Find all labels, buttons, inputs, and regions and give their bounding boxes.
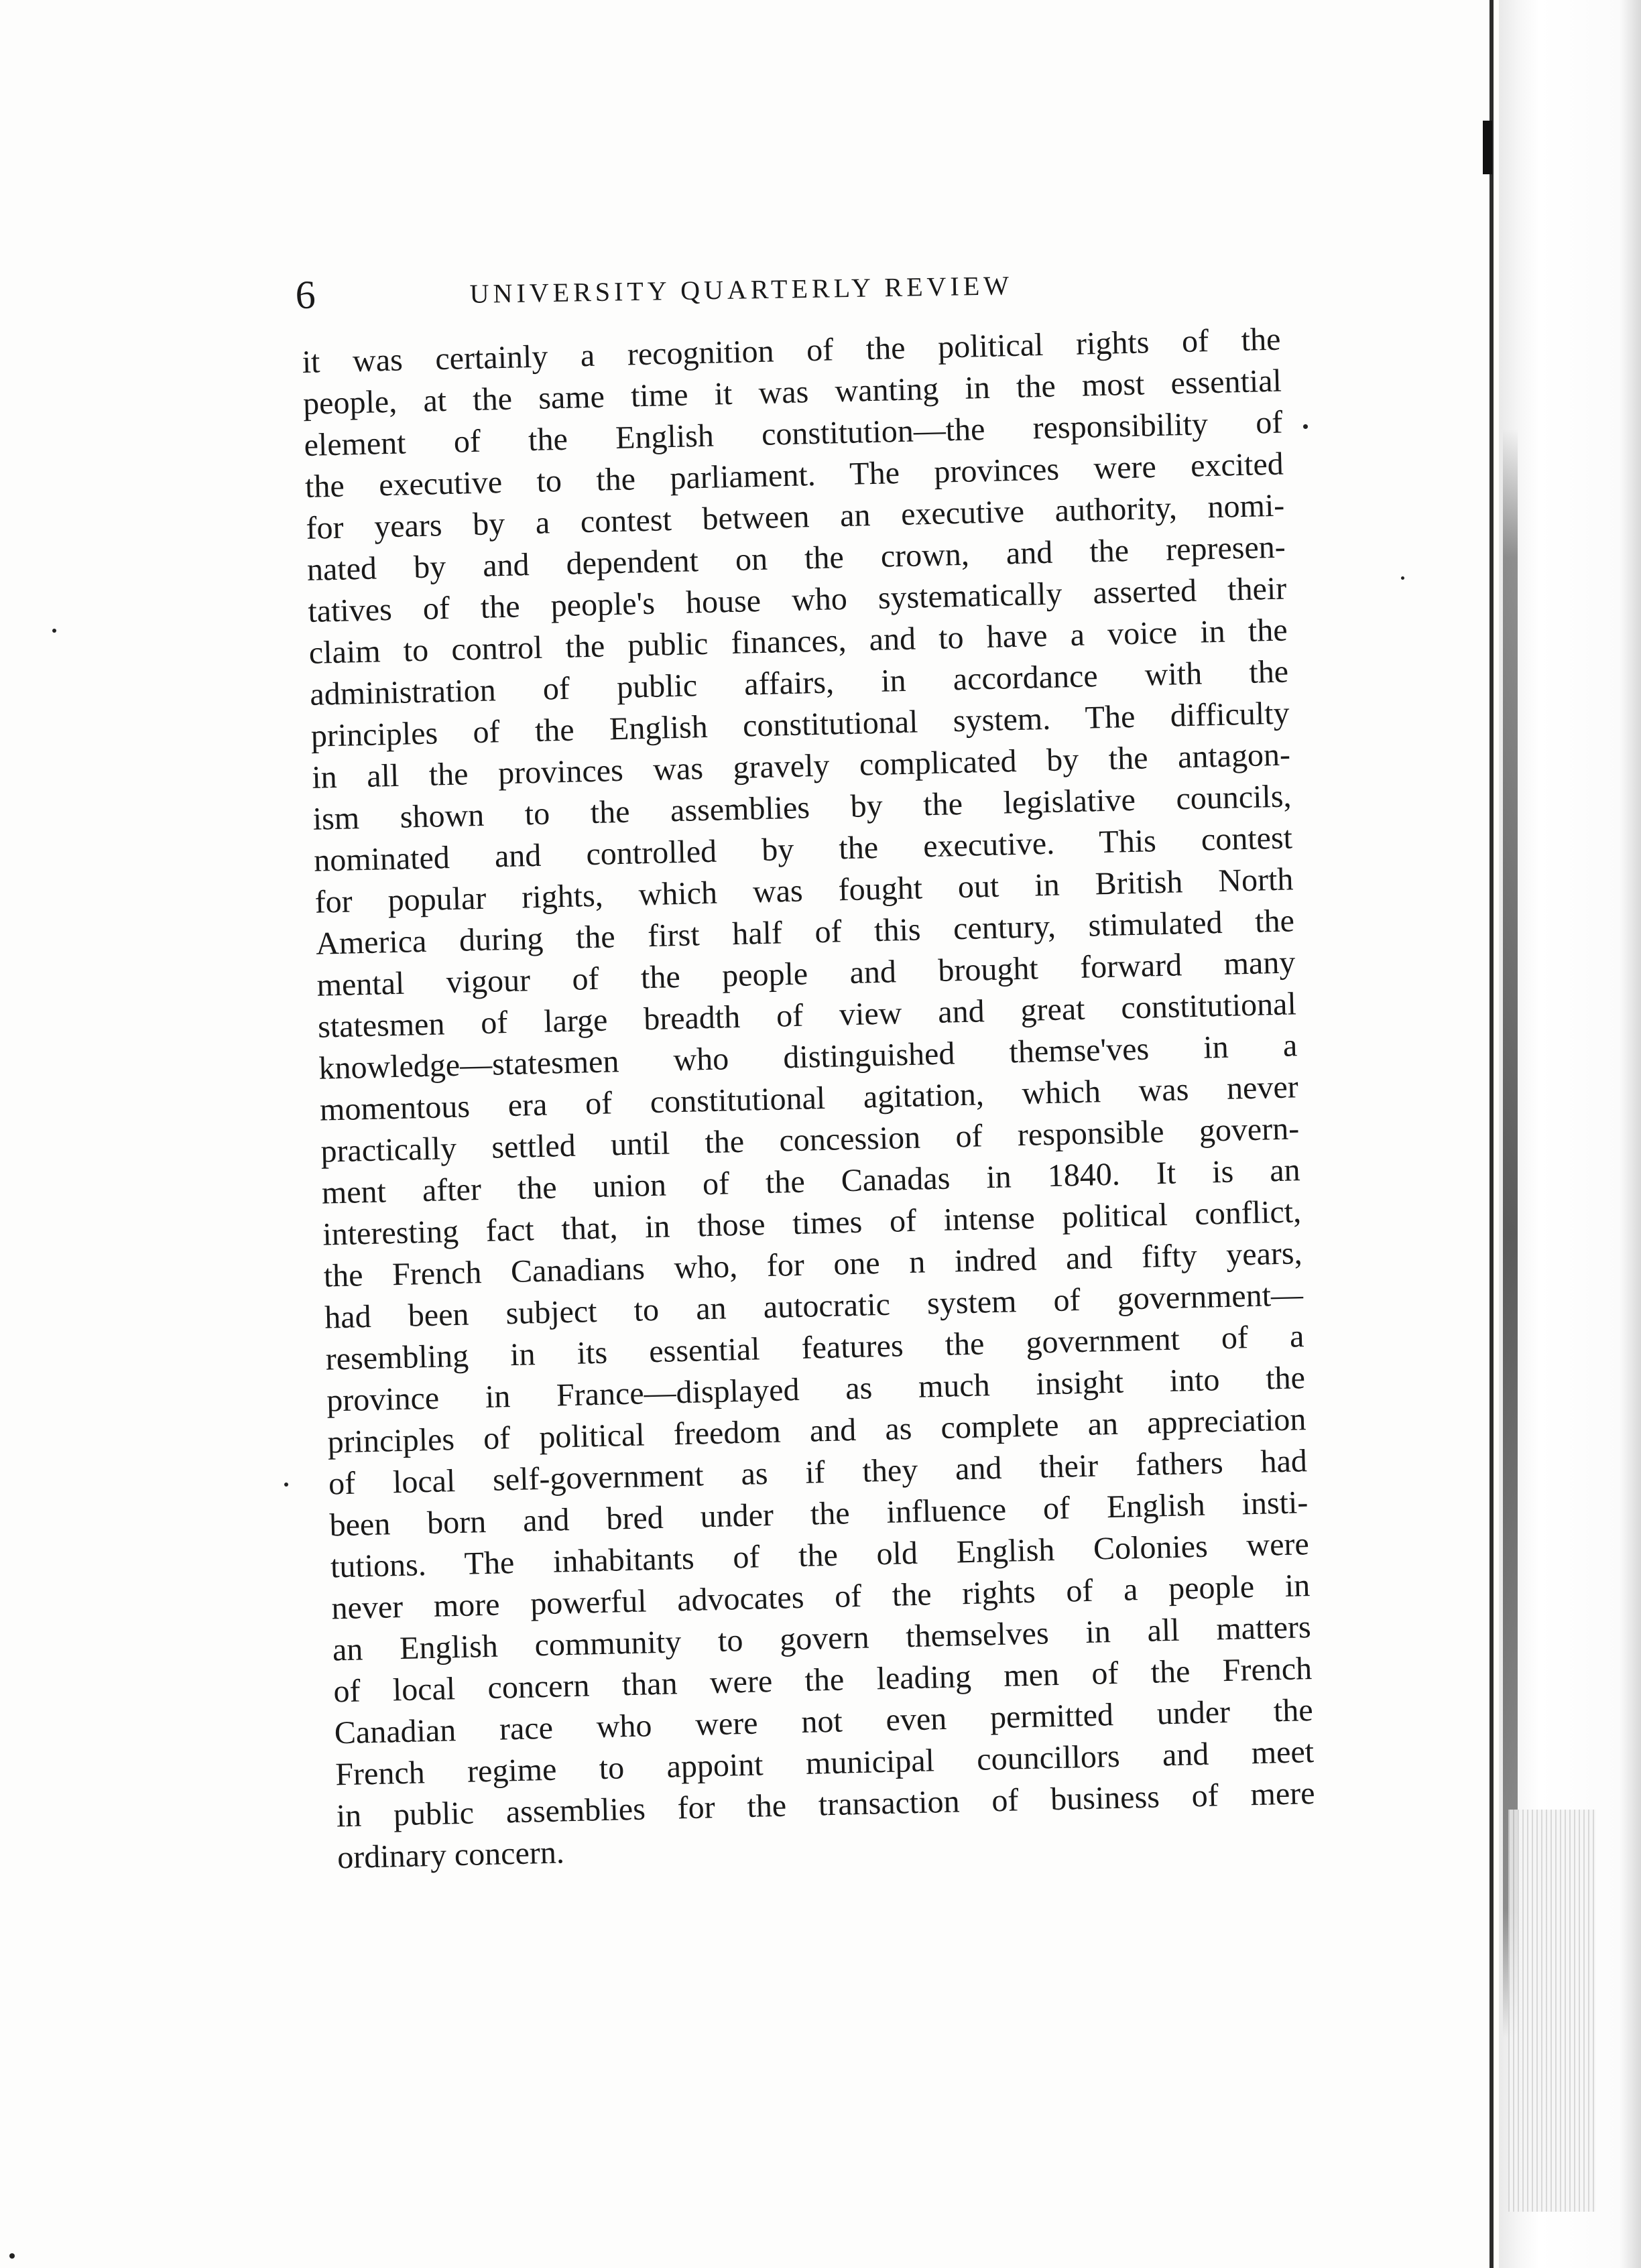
scan-mark [1483, 121, 1492, 174]
text-line: ism shown to the assemblies by the legislative councils, [312, 778, 1292, 837]
text-line: America during the first half of this century, stimulated the [315, 903, 1295, 962]
text-line: in all the provinces was gravely complicated by the antagon- [311, 737, 1291, 796]
text-line: French regime to appoint municipal councillors and meet [335, 1734, 1315, 1793]
text-line: people, at the same time it was wanting in the most essential [302, 363, 1282, 422]
speck [52, 629, 56, 633]
page-stack-edge [1508, 1810, 1595, 2212]
text-line: for popular rights, which was fought out in British North [314, 861, 1294, 920]
text-line: nominated and controlled by the executive. This contest [313, 820, 1293, 879]
speck [1303, 424, 1308, 429]
page-edge-line [1490, 0, 1494, 2268]
text-line: mental vigour of the people and brought forward many [316, 944, 1296, 1003]
text-line: for years by a contest between an executive authority, nomi- [305, 487, 1285, 546]
running-head: UNIVERSITY QUARTERLY REVIEW [469, 270, 1014, 309]
text-line: Canadian race who were not even permitted under the [334, 1692, 1314, 1751]
text-line: administration of public affairs, in accordance with the [309, 653, 1289, 712]
text-line: knowledge—statesmen who distinguished themse'ves in a [318, 1027, 1298, 1086]
text-line: claim to control the public finances, and to have a voice in the [308, 612, 1288, 671]
text-line: tutions. The inhabitants of the old English Colonies were [330, 1526, 1310, 1585]
text-line: tatives of the people's house who systematically asserted their [307, 570, 1287, 629]
text-line: principles of the English constitutional system. The difficulty [310, 695, 1290, 754]
text-line: practically settled until the concession of responsible govern- [320, 1111, 1300, 1170]
binding-shadow [1503, 429, 1518, 2037]
text-line: principles of political freedom and as complete an appreciation [327, 1401, 1306, 1460]
text-line: the French Canadians who, for one n indred and fifty years, [323, 1235, 1303, 1294]
text-line: nated by and dependent on the crown, and the represen- [306, 529, 1286, 588]
text-line: ment after the union of the Canadas in 1840. It is an [321, 1152, 1301, 1211]
speck [9, 2253, 15, 2259]
text-line: the executive to the parliament. The provinces were excited [304, 446, 1284, 505]
text-line: in public assemblies for the transaction of business of mere [336, 1775, 1316, 1834]
text-line: an English community to govern themselves in all matters [332, 1609, 1312, 1668]
text-line: never more powerful advocates of the rights of a people in [330, 1568, 1311, 1627]
page-header [295, 253, 1073, 325]
text-line: province in France—displayed as much insight into the [326, 1360, 1306, 1419]
page-number: 6 [295, 272, 316, 317]
text-line: statesmen of large breadth of view and great constitutional [317, 986, 1297, 1045]
text-line: element of the English constitution—the responsibility of [304, 404, 1283, 463]
body-paragraph [302, 319, 1317, 1879]
text-line: ordinary concern. [337, 1834, 565, 1876]
text-line: momentous era of constitutional agitation, which was never [319, 1069, 1299, 1128]
text-line: had been subject to an autocratic system of government— [324, 1277, 1304, 1336]
text-line: of local concern than were the leading men of the French [332, 1651, 1313, 1710]
text-line: interesting fact that, in those times of intense political conflict, [322, 1194, 1302, 1253]
text-line: resembling in its essential features the government of a [325, 1318, 1304, 1377]
text-line: of local self-government as if they and their fathers had [328, 1443, 1308, 1502]
text-line: it was certainly a recognition of the political rights of the [302, 321, 1281, 380]
text-line: been born and bred under the influence of English insti- [328, 1485, 1309, 1544]
speck [1401, 576, 1404, 580]
speck [284, 1483, 288, 1487]
